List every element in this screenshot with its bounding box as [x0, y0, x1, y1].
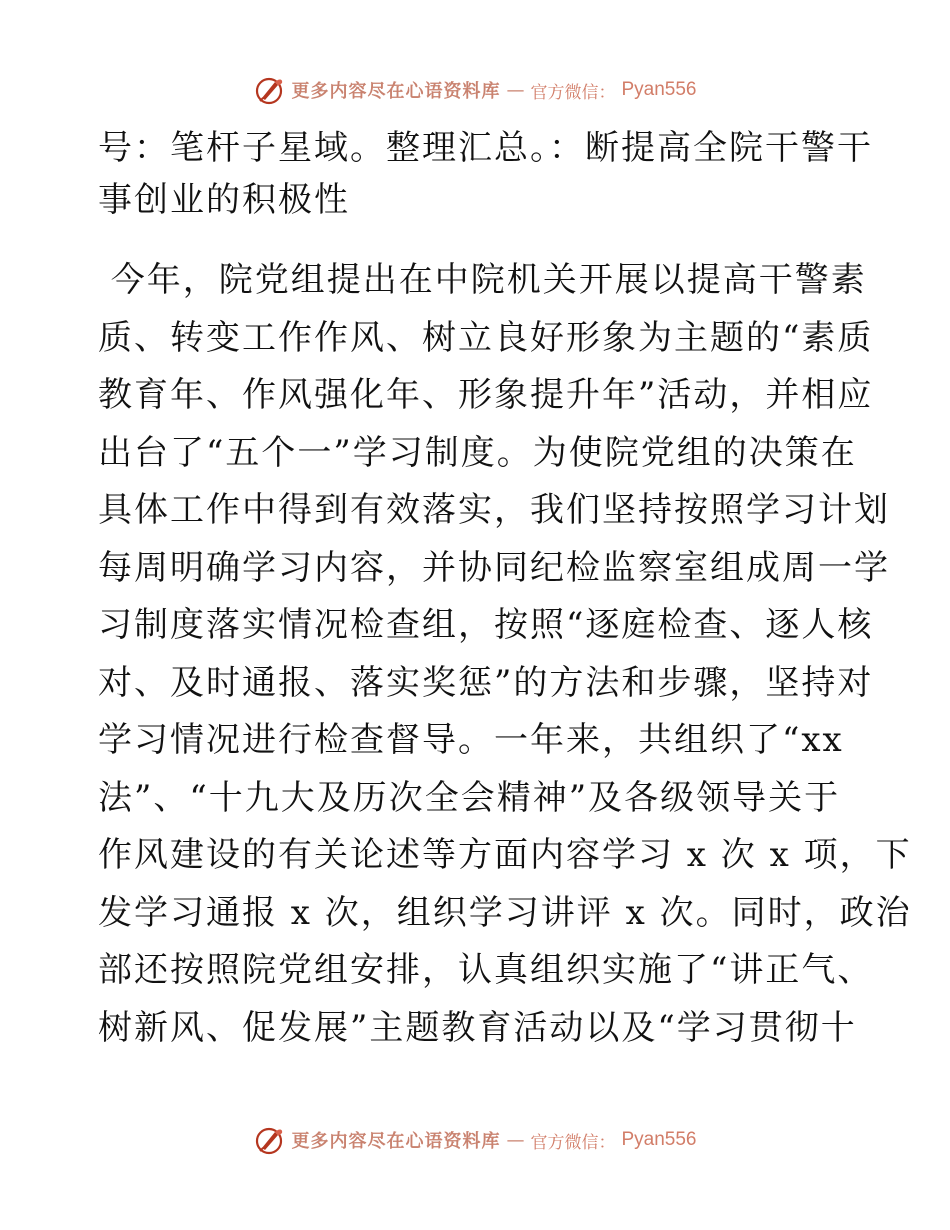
body-line: 今年，院党组提出在中院机关开展以提高干警素	[98, 260, 867, 300]
document-body	[98, 252, 912, 1057]
heading-line: 事创业的积极性	[98, 180, 350, 220]
heading-line: 号：笔杆子星域。整理汇总。：断提高全院干警干	[98, 128, 873, 168]
body-line: 发学习通报 x 次，组织学习讲评 x 次。同时，政治	[98, 892, 912, 933]
banner-wechat-id: Pyan556	[621, 79, 697, 100]
body-line: 出台了“五个一”学习制度。为使院党组的决策在	[98, 432, 857, 473]
banner-wechat-id: Pyan556	[621, 1129, 697, 1150]
body-line: 对、及时通报、落实奖惩”的方法和步骤，坚持对	[98, 662, 874, 703]
body-line: 具体工作中得到有效落实，我们坚持按照学习计划	[98, 490, 890, 530]
body-line: 树新风、促发展”主题教育活动以及“学习贯彻十	[98, 1007, 857, 1048]
body-line: 每周明确学习内容，并协同纪检监察室组成周一学	[98, 547, 890, 588]
quill-logo-icon	[253, 74, 285, 106]
body-line: 部还按照院党组安排，认真组织实施了“讲正气、	[98, 950, 874, 990]
banner-official-label: 官方微信：	[530, 1132, 616, 1153]
document-heading	[98, 122, 873, 226]
banner-official-label: 官方微信：	[530, 82, 616, 103]
quill-logo-icon	[253, 1124, 285, 1156]
banner-separator: —	[506, 1129, 525, 1151]
header-banner	[0, 70, 950, 110]
footer-banner	[0, 1120, 950, 1160]
body-line: 作风建设的有关论述等方面内容学习 x 次 x 项，下	[98, 835, 912, 875]
body-line: 法”、“十九大及历次全会精神”及各级领导关于	[98, 777, 841, 818]
banner-brand-text: 更多内容尽在心语资料库	[291, 81, 501, 102]
body-line: 教育年、作风强化年、形象提升年”活动，并相应	[98, 375, 874, 415]
banner-brand-text: 更多内容尽在心语资料库	[291, 1131, 501, 1152]
body-line: 学习情况进行检查督导。一年来，共组织了“xx	[98, 720, 844, 760]
banner-separator: —	[506, 79, 525, 101]
body-line: 习制度落实情况检查组，按照“逐庭检查、逐人核	[98, 605, 874, 645]
body-line: 质、转变工作作风、树立良好形象为主题的“素质	[98, 317, 874, 358]
